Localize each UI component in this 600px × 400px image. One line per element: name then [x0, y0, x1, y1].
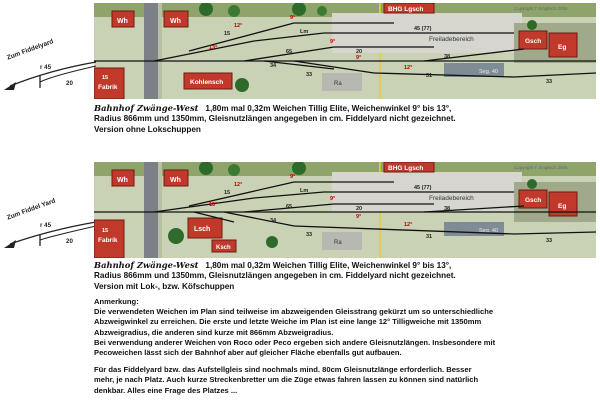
copyright-text: Copyright T. Englisch 2006 [514, 165, 568, 170]
length-label: 20 [66, 80, 73, 87]
caption-line: Version mit Lok-, bzw. Köfschuppen [94, 281, 235, 291]
caption-line: 1,80m mal 0,32m Weichen Tillig Elite, Weichenwinkel 9° bis 13°, [205, 104, 452, 113]
building-number: 15 [102, 75, 109, 81]
radius-label: r 45 [40, 222, 52, 229]
angle-label: 12° [404, 222, 413, 228]
track-length-label: 38 [444, 206, 451, 212]
track-plan-drawing [94, 3, 596, 99]
building-label: Ksch [216, 245, 231, 251]
area-label: Seg. 40 [479, 69, 498, 75]
angle-label: 12° [234, 182, 243, 188]
track-plan-version-2 [94, 162, 596, 258]
track-length-label: 20 [356, 49, 363, 55]
copyright-text: Copyright T. Englisch 2006 [514, 6, 568, 11]
tree [168, 228, 184, 244]
track-plan-version-1 [94, 3, 596, 99]
area-label: Freiladebereich [429, 195, 474, 202]
tree [228, 5, 240, 17]
track-length-label: 33 [306, 232, 313, 238]
building-label: Wh [170, 177, 181, 184]
road-edge [158, 3, 162, 99]
angle-label: 9° [290, 174, 296, 180]
angle-label: 9° [330, 39, 336, 45]
notes-section [94, 297, 596, 396]
track-length-label: 45 (77) [414, 26, 432, 32]
building-label: Lsch [194, 226, 211, 233]
building-label: Eg [558, 44, 567, 51]
road-vertical [144, 3, 158, 99]
track-length-label: 38 [444, 54, 451, 60]
radius-label: r 45 [40, 64, 52, 71]
ra-area [322, 73, 362, 91]
track-length-label: 45 (77) [414, 185, 432, 191]
angle-label: 13° [209, 45, 218, 51]
tree [266, 236, 278, 248]
track-length-label: 33 [546, 79, 553, 85]
note-line: Für das Fiddelyard bzw. das Aufstellgleis sind nochmals mind. 80cm Gleisnutzlänge erforderlich. Besser [94, 365, 472, 375]
track-length-label: 20 [356, 206, 363, 212]
caption-title: Bahnhof Zwänge-West [94, 260, 199, 270]
area-label: Ra [334, 81, 342, 87]
track-label: Lm [300, 29, 309, 35]
area-label: Ra [334, 240, 342, 246]
angle-label: 13° [209, 202, 218, 208]
area-label: Seg. 40 [479, 228, 498, 234]
building-number: 15 [102, 228, 109, 234]
track-length-label: 65 [286, 49, 293, 55]
angle-label: 9° [290, 15, 296, 21]
note-line: mehr, je nach Platz. Auch kurze Streckenbretter um die Züge etwas fahren lassen zu können sind natürlich [94, 375, 479, 385]
track-length-label: 65 [286, 204, 293, 210]
fiddelyard-label: Zum Fiddel Yard [6, 197, 57, 222]
note-line: Abzweigwinkel zu erreichen. Die erste und letzte Weiche im Plan ist eine lange 12° Tilligweiche mit 1350mm [94, 317, 482, 327]
caption-line: Radius 866mm und 1350mm, Gleisnutzlängen angegeben in cm. Fiddelyard nicht gezeichnet. [94, 271, 456, 281]
track-length-label: 31 [426, 234, 433, 240]
track-label: Lm [300, 188, 309, 194]
track-length-label: 15 [224, 190, 231, 196]
building-label: Wh [170, 18, 181, 25]
tree [317, 6, 327, 16]
angle-label: 12° [234, 23, 243, 29]
paragraph-gap [94, 358, 596, 365]
angle-label: 9° [330, 196, 336, 202]
caption-version-2 [94, 260, 456, 292]
track-length-label: 34 [270, 218, 277, 224]
track-length-label: 31 [426, 73, 433, 79]
caption-line: 1,80m mal 0,32m Weichen Tillig Elite, Weichenwinkel 9° bis 13°, [205, 261, 452, 270]
angle-label: 9° [356, 55, 362, 61]
caption-line: Radius 866mm und 1350mm, Gleisnutzlängen angegeben in cm. Fiddelyard nicht gezeichnet. [94, 114, 456, 124]
note-line: Abzweigradius, die anderen sind kurze mit 866mm Abzweigradius. [94, 327, 334, 337]
building-label: Wh [117, 177, 128, 184]
length-label: 20 [66, 238, 73, 245]
tree [228, 164, 240, 176]
tree [527, 179, 537, 189]
building-label: Fabrik [98, 84, 118, 91]
building-label: Gsch [525, 197, 542, 204]
notes-heading: Anmerkung: [94, 297, 139, 306]
area-label: Freiladebereich [429, 36, 474, 43]
building-label: BHG Lgsch [388, 6, 424, 13]
building-label: Wh [117, 18, 128, 25]
building-label: BHG Lgsch [388, 165, 424, 172]
caption-line: Version ohne Lokschuppen [94, 124, 201, 134]
building-label: Kohlensch [190, 79, 224, 86]
track-length-label: 34 [270, 63, 277, 69]
track-length-label: 33 [306, 72, 313, 78]
angle-label: 12° [404, 65, 413, 71]
track-length-label: 15 [224, 31, 231, 37]
angle-label: 9° [356, 214, 362, 220]
road-vertical [144, 162, 158, 258]
track-plan-drawing [94, 162, 596, 258]
building-label: Fabrik [98, 237, 118, 244]
ra-area [322, 232, 362, 250]
note-line: denkbar. Alles eine Frage des Platzes ... [94, 385, 238, 395]
note-line: Bei verwendung anderer Weichen von Roco oder Peco ergeben sich andere Gleisnutzlängen. Insbesondere mit [94, 337, 496, 347]
building-label: Eg [558, 203, 567, 210]
caption-title: Bahnhof Zwänge-West [94, 103, 199, 113]
tree [527, 20, 537, 30]
note-line: Pecoweichen lässt sich der Bahnhof aber auf gleicher Fläche ebenfalls gut aufbauen. [94, 348, 402, 358]
track-length-label: 33 [546, 238, 553, 244]
note-line: Die verwendeten Weichen im Plan sind teilweise im abzweigenden Gleisstrang gekürzt um so unterschiedliche [94, 307, 494, 317]
road-edge [158, 162, 162, 258]
building-label: Gsch [525, 38, 542, 45]
fiddelyard-label: Zum Fiddelyard [6, 38, 55, 62]
caption-version-1 [94, 103, 456, 135]
tree [235, 78, 249, 92]
